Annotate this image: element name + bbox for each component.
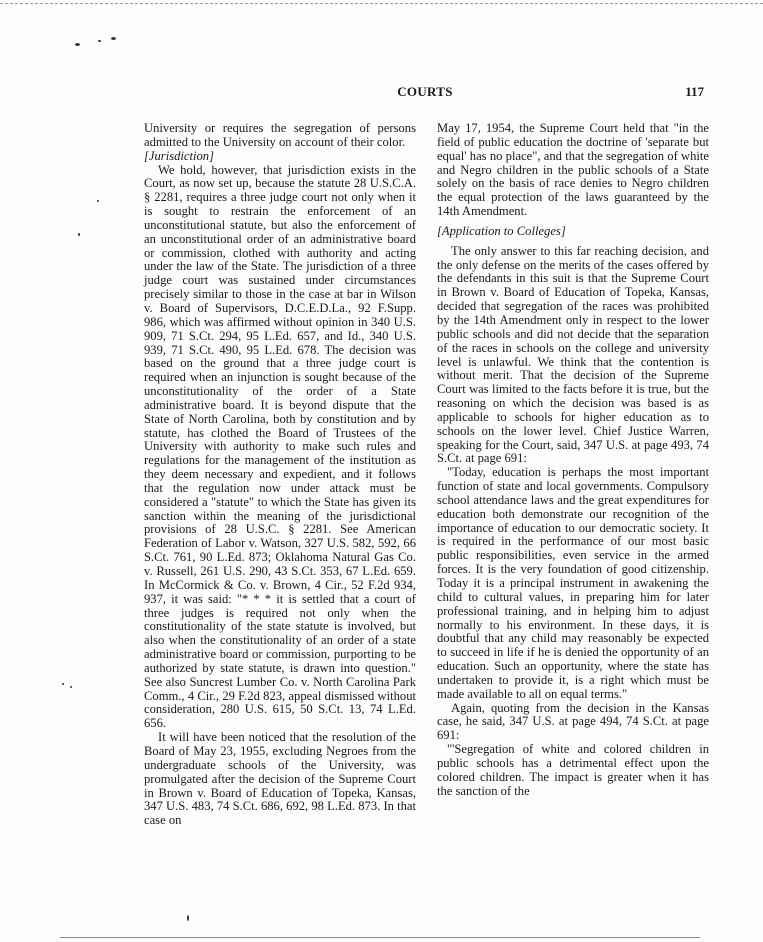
block-quote: "'Segregation of white and colored children in public schools has a detrimental effect upon the colored children. The impact is greater when it has the sanction of the <box>437 742 709 798</box>
paragraph: Again, quoting from the decision in the Kansas case, he said, 347 U.S. at page 494, 74 S.Ct. at page 691: <box>437 700 709 743</box>
right-column <box>437 122 709 799</box>
bottom-edge-line <box>60 937 700 938</box>
scan-mark <box>111 37 116 40</box>
scan-mark <box>98 40 101 42</box>
scan-mark <box>78 233 80 236</box>
block-quote: "Today, education is perhaps the most important function of state and local governments. Compulsory school attendance laws and the great expenditures for education both demonstrate our recognition of the importance of education to our democratic society. It is required in the performance of our most basic public responsibilities, even service in the armed forces. It is the very foundation of good citizenship. Today it is a principal instrument in awakening the child to cultural values, in preparing him for later professional training, and in helping him to adjust normally to his environment. In these days, it is doubtful that any child may reasonably be expected to succeed in life if he is denied the opportunity of an education. Such an opportunity, where the state has undertaken to provide it, is a right which must be made available to all on equal terms." <box>437 465 709 701</box>
paragraph: We hold, however, that jurisdiction exists in the Court, as now set up, because the statute 28 U.S.C.A. § 2281, requires a three judge court not only when it is sought to restrain the enforcement of an unconstitutional statute, but also the enforcement of an unconstitutional order of an administrative board or commission, clothed with authority and acting under the law of the State. The jurisdiction of a three judge court was sustained under circumstances precisely similar to those in the case at bar in Wilson v. Board of Supervisors, D.C.E.D.La., 92 F.Supp. 986, which was affirmed without opinion in 340 U.S. 909, 71 S.Ct. 294, 95 L.Ed. 657, and Id., 340 U.S. 939, 71 S.Ct. 490, 95 L.Ed. 678. The decision was based on the ground that a three judge court is required when an injunction is sought because of the unconstitutionality of the order of a State administrative board. It is beyond dispute that the State of North Carolina, both by constitution and by statute, has clothed the Board of Trustees of the University with authority to make such rules and regulations for the management of the institution as they deem necessary and expedient, and it follows that the regulation now under attack must be considered a "statute" to which the State has given its sanction within the meaning of the jurisdictional provisions of 28 U.S.C. § 2281. See American Federation of Labor v. Watson, 327 U.S. 582, 592, 66 S.Ct. 761, 90 L.Ed. 873; Oklahoma Natural Gas Co. v. Russell, 261 U.S. 290, 43 S.Ct. 353, 67 L.Ed. 659. In McCormick & Co. v. Brown, 4 Cir., 52 F.2d 934, 937, it was said: "* * * it is settled that a court of three judges is required not only when the constitutionality of the state statute is involved, but also when the constitutionality of an order of a state administrative board or commission, purporting to be authorized by state statute, is drawn into question." See also Suncrest Lumber Co. v. North Carolina Park Comm., 4 Cir., 29 F.2d 823, appeal dismissed without consideration, 280 U.S. 615, 50 S.Ct. 13, 74 L.Ed. 656. <box>144 162 416 731</box>
section-heading: [Application to Colleges] <box>437 223 566 238</box>
scan-mark <box>97 200 99 202</box>
running-head <box>140 84 710 100</box>
scan-mark <box>75 43 80 46</box>
top-edge-dashes <box>0 3 763 4</box>
section-heading: [Jurisdiction] <box>144 148 214 163</box>
paragraph: The only answer to this far reaching decision, and the only defense on the merits of the cases offered by the defendants in this suit is that the Supreme Court in Brown v. Board of Education of Topeka, Kansas, decided that segregation of the races was prohibited by the 14th Amendment only in respect to the lower public schools and did not decide that the separation of the races in schools on the college and university level is unlawful. We think that the contention is without merit. That the decision of the Supreme Court was limited to the facts before it is true, but the reasoning on which the decision was based is as applicable to schools for higher education as to schools on the lower level. Chief Justice Warren, speaking for the Court, said, 347 U.S. at page 493, 74 S.Ct. at page 691: <box>437 243 709 466</box>
scan-mark <box>70 686 72 688</box>
paragraph: May 17, 1954, the Supreme Court held that "in the field of public education the doctrine of 'separate but equal' has no place", and that the segregation of white and Negro children in the public schools of a State solely on the basis of race denies to Negro children the equal protection of the laws guaranteed by the 14th Amendment. <box>437 121 709 219</box>
paragraph: University or requires the segregation of persons admitted to the University on account of their color. <box>144 121 416 149</box>
paragraph: It will have been noticed that the resolution of the Board of May 23, 1955, excluding Negroes from the undergraduate schools of the University, was promulgated after the decision of the Supreme Court in Brown v. Board of Education of Topeka, Kansas, 347 U.S. 483, 74 S.Ct. 686, 692, 98 L.Ed. 873. In that case on <box>144 730 416 828</box>
running-title: COURTS <box>397 84 453 99</box>
scan-mark <box>62 683 64 685</box>
left-column <box>144 122 416 828</box>
page-number: 117 <box>685 84 704 99</box>
scan-mark <box>187 915 189 921</box>
